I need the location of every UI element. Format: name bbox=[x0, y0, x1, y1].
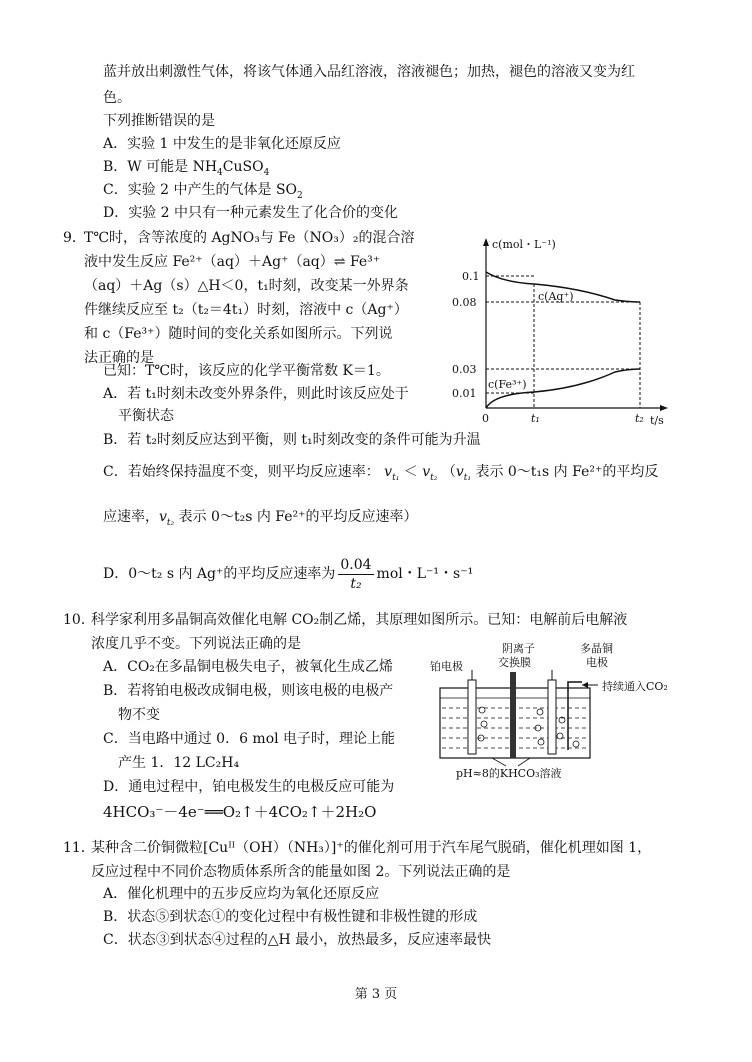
q9-option-d: D．0～t₂ s 内 Ag⁺的平均反应速率为 $\frac{0.04}{\text{t₂}}$ mol・L⁻¹・s⁻¹ bbox=[103, 556, 474, 592]
q8-option-c: C．实验 2 中产生的气体是 $SO_2$ bbox=[103, 182, 303, 201]
q9-line-1: T℃时，含等浓度的 AgNO₃与 Fe（NO₃）₂的混合溶 bbox=[84, 230, 415, 246]
series-label-ag: c(Ag⁺) bbox=[538, 290, 574, 303]
q9-option-a-1: A．若 t₁时刻未改变外界条件，则此时该反应处于 bbox=[103, 386, 409, 402]
q11-option-b: B．状态⑤到状态①的变化过程中有极性键和非极性键的形成 bbox=[103, 909, 478, 925]
q9-line-3: （aq）＋Ag（s）△H＜0，t₁时刻，改变某一外界条 bbox=[84, 278, 409, 294]
electrolyte-label: pH≈8的KHCO₃溶液 bbox=[456, 767, 562, 780]
q9-option-c-2: 应速率，$v_{t_2}$ 表示 0～t₂s 内 Fe²⁺的平均反应速率） bbox=[103, 509, 418, 528]
q11-line-2: 反应过程中不同价态物质体系所含的能量如图 2。下列说法正确的是 bbox=[91, 864, 511, 880]
intro-line-1: 蓝并放出刺激性气体，将该气体通入品红溶液，溶液褪色；加热，褪色的溶液又变为红 bbox=[103, 64, 635, 80]
membrane-label-2: 交换膜 bbox=[498, 656, 531, 669]
q10-option-b-1: B．若将铂电极改成铜电极，则该电极的电极产 bbox=[103, 683, 394, 699]
intro-line-2: 色。 bbox=[103, 90, 131, 106]
x-tick-t2: t₂ bbox=[635, 412, 644, 425]
cu-electrode-label-2: 电极 bbox=[586, 656, 608, 669]
electrolysis-cell-diagram bbox=[410, 640, 690, 780]
membrane-label-1: 阴离子 bbox=[502, 642, 535, 655]
q11-number: 11． bbox=[63, 840, 95, 856]
q10-option-c-1: C．当电路中通过 0．6 mol 电子时，理论上能 bbox=[103, 731, 396, 747]
y-tick-0.1: 0.1 bbox=[462, 270, 480, 283]
q10-line-1: 科学家利用多晶铜高效催化电解 CO₂制乙烯，其原理如图所示。已知：电解前后电解液 bbox=[91, 612, 628, 628]
q9-option-a-2: 平衡状态 bbox=[118, 408, 174, 424]
q11-line-1: 某种含二价铜微粒[Cuᴵᴵ（OH）（NH₃）]⁺的催化剂可用于汽车尾气脱硝，催化机理如图 1， bbox=[91, 840, 652, 856]
rate-fraction: $\frac{0.04}{\text{t₂}}$ bbox=[340, 556, 372, 592]
q8-question: 下列推断错误的是 bbox=[103, 113, 215, 129]
q8-option-d: D．实验 2 中只有一种元素发生了化合价的变化 bbox=[103, 205, 399, 221]
q9-option-c-1: C．若始终保持温度不变，则平均反应速率： $v_{t_1} < v_{t_2}$ （$v_{t_1}$ 表示 0～t₁s 内 Fe²⁺的平均反 bbox=[103, 464, 659, 483]
q10-option-a: A．CO₂在多晶铜电极失电子，被氧化生成乙烯 bbox=[103, 659, 393, 675]
x-tick-t1: t₁ bbox=[531, 412, 540, 425]
pt-electrode-label: 铂电极 bbox=[430, 660, 463, 673]
q8-option-b: B．W 可能是 $NH_4CuSO_4$ bbox=[103, 159, 270, 178]
q10-option-c-2: 产生 1．12 LC₂H₄ bbox=[118, 755, 240, 771]
co2-inlet-label: 持续通入CO₂ bbox=[602, 680, 668, 693]
q10-option-d-1: D．通电过程中，铂电极发生的电极反应可能为 bbox=[103, 779, 395, 795]
chart-x-label: t/s bbox=[650, 414, 664, 427]
q9-option-b: B．若 t₂时刻反应达到平衡，则 t₁时刻改变的条件可能为升温 bbox=[103, 432, 481, 448]
q9-concentration-chart bbox=[440, 232, 670, 430]
v-t2-symbol: $v_{t_2}$ bbox=[422, 464, 438, 483]
q9-number: 9． bbox=[63, 230, 86, 246]
q11-option-c: C．状态③到状态④过程的△H 最小，放热最多，反应速率最快 bbox=[103, 932, 492, 948]
q10-option-b-2: 物不变 bbox=[118, 707, 160, 723]
v-t1-symbol: $v_{t_1}$ bbox=[384, 464, 400, 483]
q9-line-6: 法正确的是 bbox=[84, 350, 154, 366]
y-tick-0.01: 0.01 bbox=[452, 387, 477, 400]
page-number: 第 3 页 bbox=[354, 987, 398, 1002]
q10-number: 10． bbox=[63, 612, 95, 628]
x-tick-0: 0 bbox=[482, 412, 489, 425]
y-tick-0.03: 0.03 bbox=[452, 363, 477, 376]
series-label-fe: c(Fe³⁺) bbox=[488, 378, 527, 391]
q9-line-2: 液中发生反应 Fe²⁺（aq）＋Ag⁺（aq）⇌ Fe³⁺ bbox=[84, 254, 381, 270]
q9-given: 已知：T℃时，该反应的化学平衡常数 K＝1。 bbox=[103, 363, 390, 379]
q9-line-5: 和 c（Fe³⁺）随时间的变化关系如图所示。下列说 bbox=[84, 326, 393, 342]
cu-electrode-label-1: 多晶铜 bbox=[580, 642, 613, 655]
q8-option-a: A．实验 1 中发生的是非氧化还原反应 bbox=[103, 136, 341, 152]
q10-line-2: 浓度几乎不变。下列说法正确的是 bbox=[91, 636, 301, 652]
q11-option-a: A．催化机理中的五步反应均为氧化还原反应 bbox=[103, 886, 380, 902]
y-tick-0.08: 0.08 bbox=[452, 296, 477, 309]
chart-y-label: c(mol・L⁻¹) bbox=[492, 238, 556, 251]
q9-line-4: 件继续反应至 t₂（t₂＝4t₁）时刻，溶液中 c（Ag⁺） bbox=[84, 302, 408, 318]
q10-equation: 4HCO₃⁻－4e⁻══O₂↑＋4CO₂↑＋2H₂O bbox=[103, 803, 377, 821]
